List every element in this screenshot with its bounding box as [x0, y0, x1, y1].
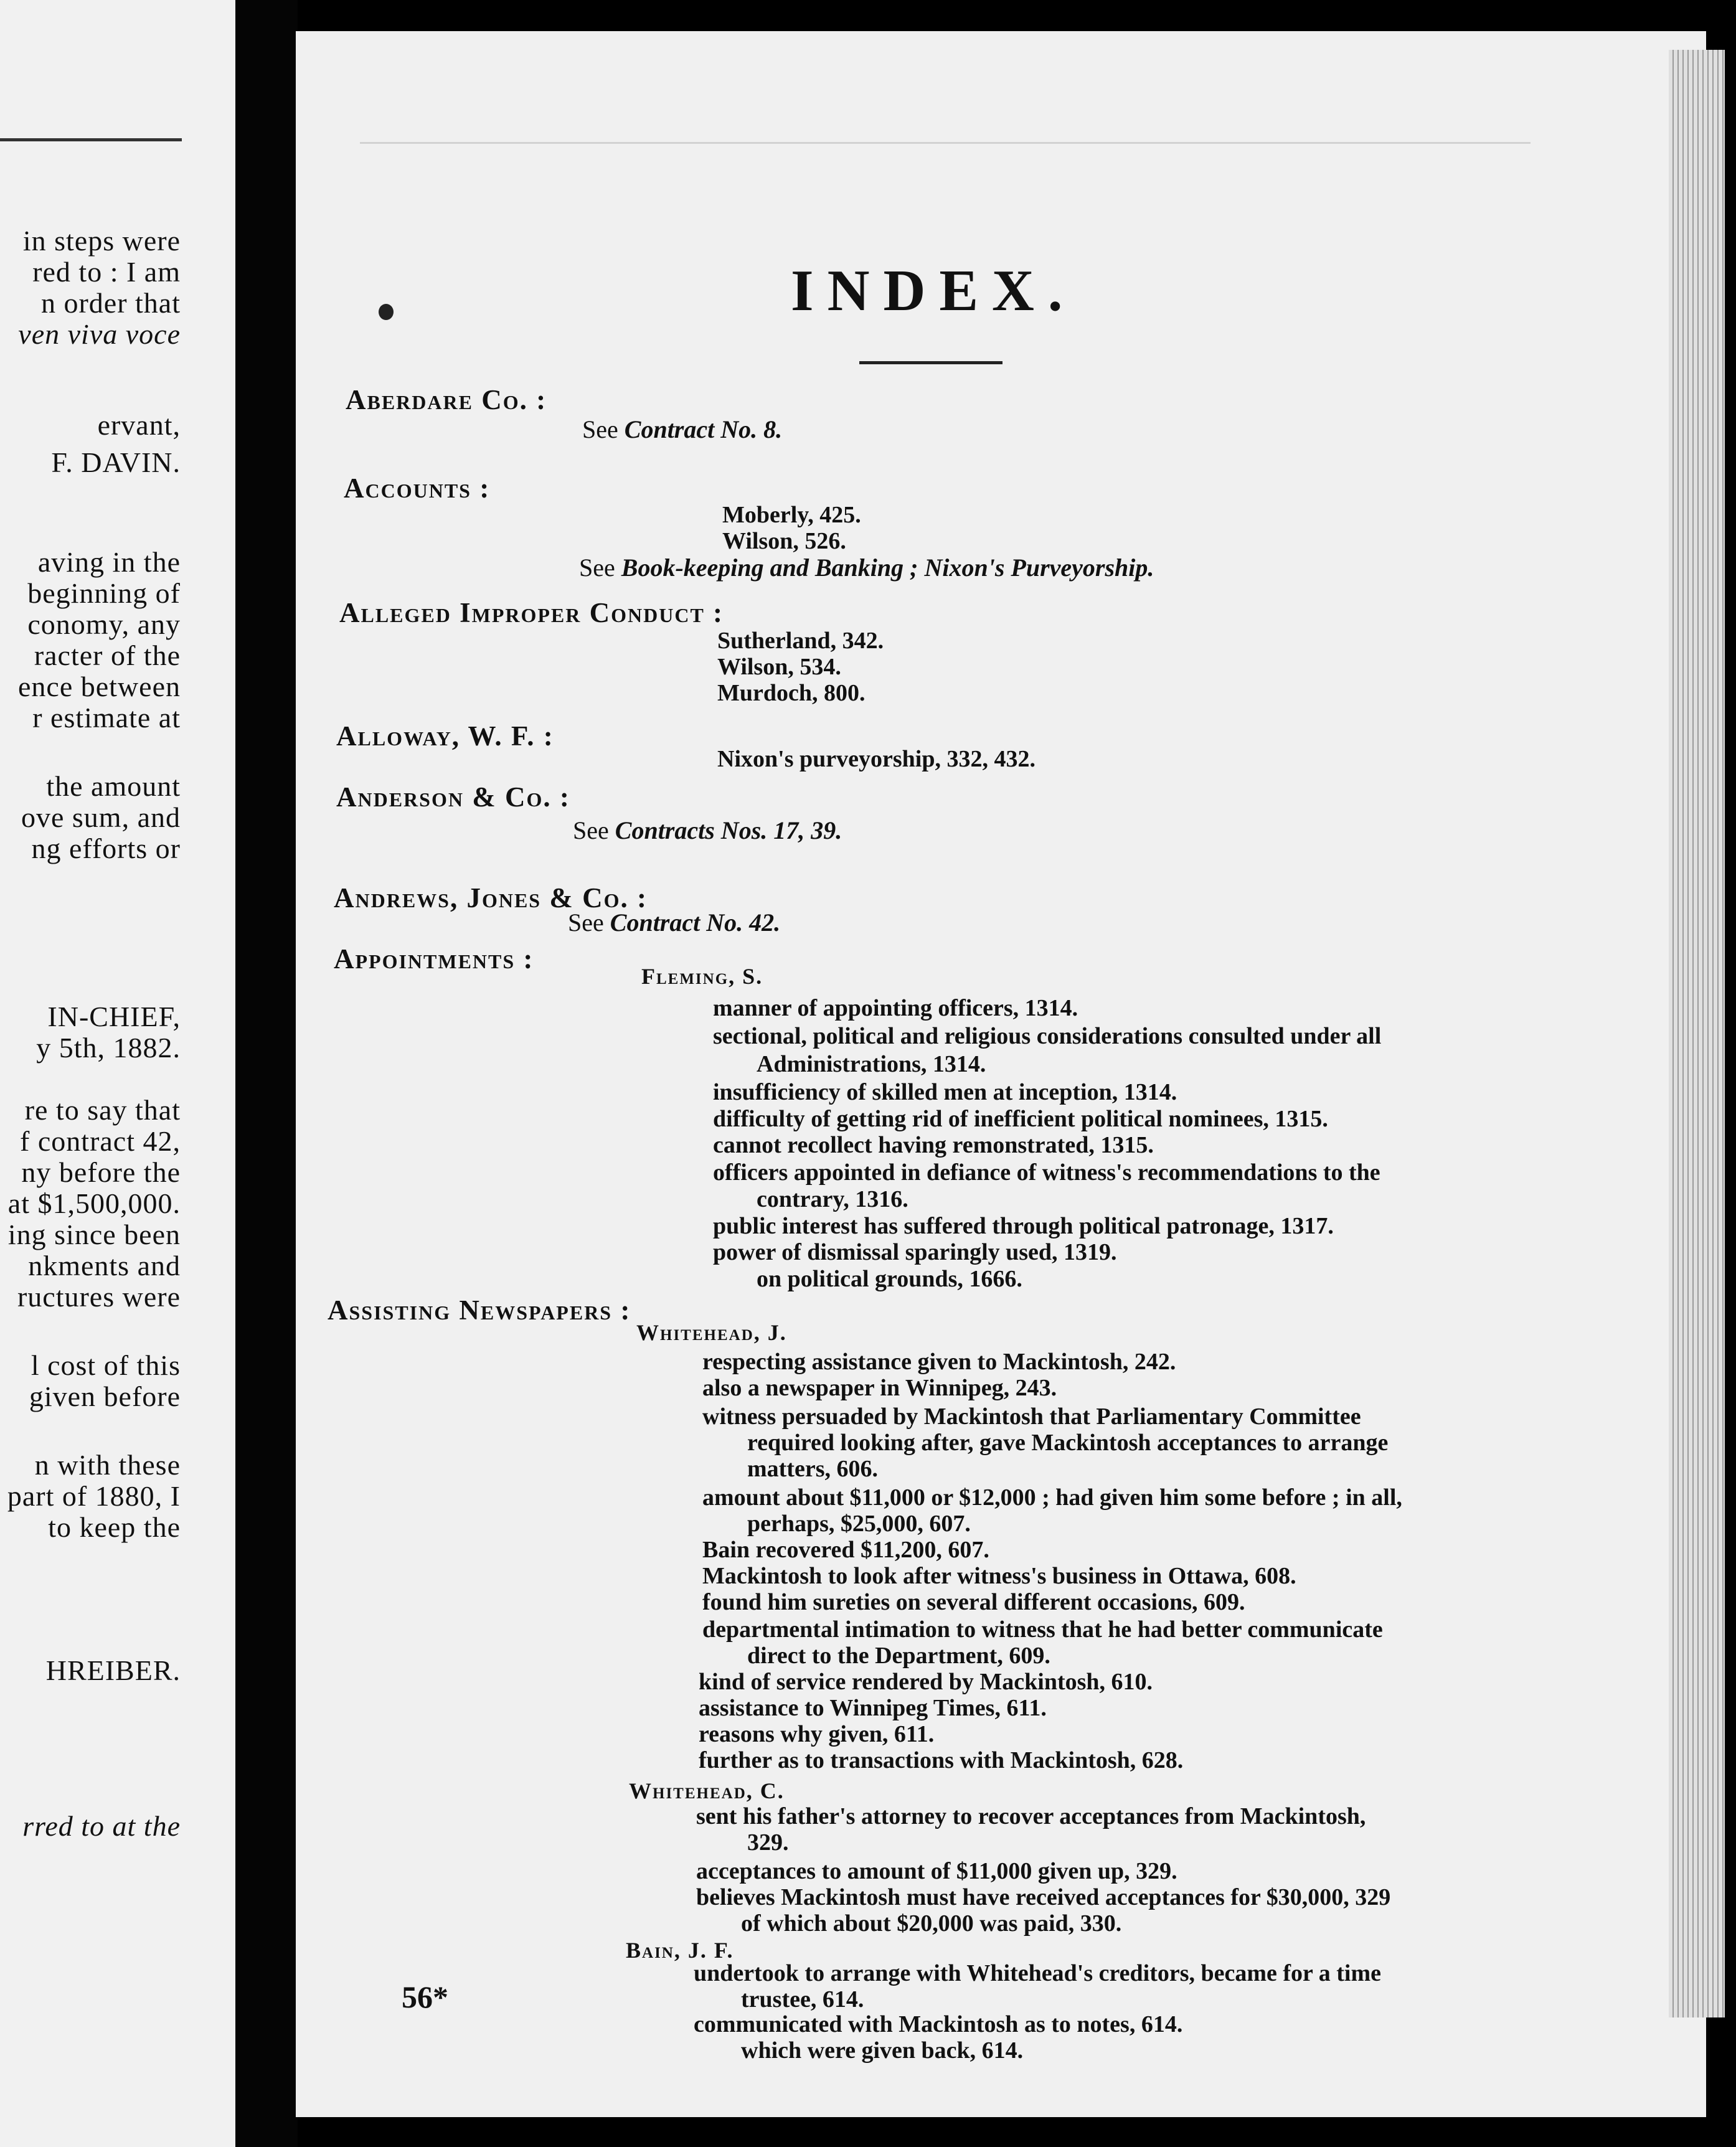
- left-page-line: aving in the: [37, 546, 181, 578]
- index-line: kind of service rendered by Mackintosh, 610.: [699, 1669, 1153, 1695]
- index-line: Wilson, 534.: [717, 654, 841, 680]
- left-page-line: nkments and: [28, 1250, 181, 1281]
- index-heading: Aberdare Co. :: [346, 384, 547, 415]
- left-page-line: given before: [29, 1380, 181, 1412]
- index-heading: Accounts :: [344, 473, 491, 504]
- index-line: sent his father's attorney to recover acceptances from Mackintosh,: [696, 1803, 1366, 1829]
- page-edges: [1669, 50, 1725, 2017]
- witness-name: Fleming, S.: [641, 964, 763, 989]
- index-line: manner of appointing officers, 1314.: [713, 995, 1078, 1021]
- see-reference: [582, 417, 782, 442]
- left-page-line: racter of the: [34, 639, 181, 671]
- witness-name: Whitehead, J.: [636, 1320, 787, 1345]
- see-reference: [579, 555, 1154, 580]
- left-facing-page: [0, 0, 235, 2147]
- left-page-line: y 5th, 1882.: [36, 1032, 181, 1064]
- left-page-line: r estimate at: [32, 702, 181, 734]
- ink-blot: [379, 304, 394, 320]
- index-heading: Anderson & Co. :: [336, 781, 570, 813]
- index-line: 329.: [747, 1829, 789, 1856]
- index-line: trustee, 614.: [741, 1986, 864, 2013]
- left-page-line: the amount: [46, 770, 181, 802]
- left-page-text: [0, 0, 224, 2147]
- left-page-line: n order that: [40, 287, 181, 319]
- index-line: departmental intimation to witness that he had better communicate: [702, 1616, 1383, 1643]
- see-reference: [568, 910, 780, 935]
- left-page-line: n with these: [34, 1449, 181, 1481]
- left-page-line: HREIBER.: [45, 1654, 181, 1686]
- see-reference: [573, 818, 842, 843]
- index-line: direct to the Department, 609.: [747, 1643, 1050, 1669]
- left-page-line: part of 1880, I: [7, 1480, 181, 1512]
- index-heading: Assisting Newspapers :: [328, 1295, 631, 1326]
- index-line: found him sureties on several different occasions, 609.: [702, 1589, 1245, 1615]
- witness-name: Bain, J. F.: [626, 1938, 734, 1963]
- witness-name: Whitehead, C.: [629, 1778, 785, 1803]
- index-line: on political grounds, 1666.: [757, 1266, 1022, 1292]
- index-line: officers appointed in defiance of witness's recommendations to the: [713, 1159, 1380, 1186]
- index-line: assistance to Winnipeg Times, 611.: [699, 1695, 1047, 1721]
- index-line: required looking after, gave Mackintosh acceptances to arrange: [747, 1430, 1389, 1456]
- reference-target: Contract No. 42.: [610, 908, 781, 937]
- page-number: 56*: [402, 1979, 448, 2014]
- left-page-line: ervant,: [97, 409, 181, 441]
- index-line: cannot recollect having remonstrated, 1315.: [713, 1132, 1154, 1158]
- index-line: reasons why given, 611.: [699, 1721, 935, 1747]
- index-line: perhaps, $25,000, 607.: [747, 1511, 971, 1537]
- index-line: public interest has suffered through political patronage, 1317.: [713, 1213, 1334, 1239]
- left-page-line: F. DAVIN.: [51, 446, 181, 478]
- index-line: sectional, political and religious considerations consulted under all: [713, 1023, 1382, 1049]
- index-line: communicated with Mackintosh as to notes, 614.: [694, 2011, 1183, 2037]
- index-line: Murdoch, 800.: [717, 680, 866, 706]
- index-line: Bain recovered $11,200, 607.: [702, 1537, 989, 1563]
- index-line: also a newspaper in Winnipeg, 243.: [702, 1375, 1057, 1401]
- index-line: of which about $20,000 was paid, 330.: [741, 1910, 1122, 1937]
- index-heading: Alleged Improper Conduct :: [339, 597, 724, 628]
- index-heading: Alloway, W. F. :: [336, 720, 554, 752]
- index-line: Moberly, 425.: [722, 502, 861, 528]
- index-line: respecting assistance given to Mackintosh, 242.: [702, 1349, 1176, 1375]
- left-page-line: IN-CHIEF,: [47, 1001, 181, 1032]
- left-page-line: ven viva voce: [18, 318, 181, 350]
- see-label: See: [573, 816, 609, 844]
- left-page-line: ence between: [17, 671, 181, 702]
- index-line: undertook to arrange with Whitehead's creditors, became for a time: [694, 1960, 1381, 1986]
- left-page-line: rred to at the: [22, 1810, 181, 1842]
- left-page-line: ing since been: [7, 1219, 181, 1250]
- left-page-line: beginning of: [27, 577, 181, 609]
- reference-target: Book-keeping and Banking ; Nixon's Purveyorship.: [621, 554, 1154, 582]
- index-line: which were given back, 614.: [741, 2037, 1024, 2064]
- index-line: witness persuaded by Mackintosh that Parliamentary Committee: [702, 1404, 1361, 1430]
- left-page-line: ny before the: [21, 1156, 181, 1188]
- header-rule: [360, 142, 1531, 144]
- index-line: Mackintosh to look after witness's business in Ottawa, 608.: [702, 1563, 1296, 1589]
- left-page-line: ng efforts or: [31, 833, 181, 864]
- index-line: matters, 606.: [747, 1456, 878, 1482]
- see-label: See: [579, 554, 615, 582]
- index-line: acceptances to amount of $11,000 given up, 329.: [696, 1858, 1177, 1884]
- index-line: believes Mackintosh must have received acceptances for $30,000, 329: [696, 1884, 1391, 1910]
- title-rule: [859, 361, 1002, 364]
- see-label: See: [582, 415, 618, 443]
- left-page-line: red to : I am: [32, 256, 181, 288]
- index-line: power of dismissal sparingly used, 1319.: [713, 1239, 1117, 1265]
- left-page-line: ove sum, and: [21, 801, 181, 833]
- index-line: amount about $11,000 or $12,000 ; had given him some before ; in all,: [702, 1484, 1402, 1511]
- reference-target: Contract No. 8.: [624, 415, 783, 443]
- index-line: Sutherland, 342.: [717, 628, 884, 654]
- index-line: contrary, 1316.: [757, 1186, 908, 1212]
- reference-target: Contracts Nos. 17, 39.: [615, 816, 842, 844]
- left-page-line: ructures were: [17, 1281, 181, 1313]
- index-heading: Andrews, Jones & Co. :: [334, 882, 648, 913]
- page-title: INDEX.: [791, 258, 1077, 323]
- index-line: further as to transactions with Mackintosh, 628.: [699, 1747, 1184, 1773]
- index-line: difficulty of getting rid of inefficient political nominees, 1315.: [713, 1106, 1328, 1132]
- index-line: insufficiency of skilled men at inception, 1314.: [713, 1079, 1177, 1105]
- book-gutter: [235, 0, 298, 2147]
- index-line: Administrations, 1314.: [757, 1051, 986, 1077]
- left-page-line: l cost of this: [31, 1349, 181, 1381]
- left-page-line: f contract 42,: [20, 1125, 181, 1157]
- left-page-line: to keep the: [48, 1511, 181, 1543]
- see-label: See: [568, 908, 604, 937]
- left-page-line: at $1,500,000.: [7, 1187, 181, 1219]
- left-page-line: conomy, any: [27, 608, 181, 640]
- index-line: Wilson, 526.: [722, 528, 846, 554]
- index-line: Nixon's purveyorship, 332, 432.: [717, 746, 1035, 772]
- index-heading: Appointments :: [334, 943, 534, 974]
- left-page-line: in steps were: [22, 225, 181, 257]
- left-page-line: re to say that: [24, 1094, 181, 1126]
